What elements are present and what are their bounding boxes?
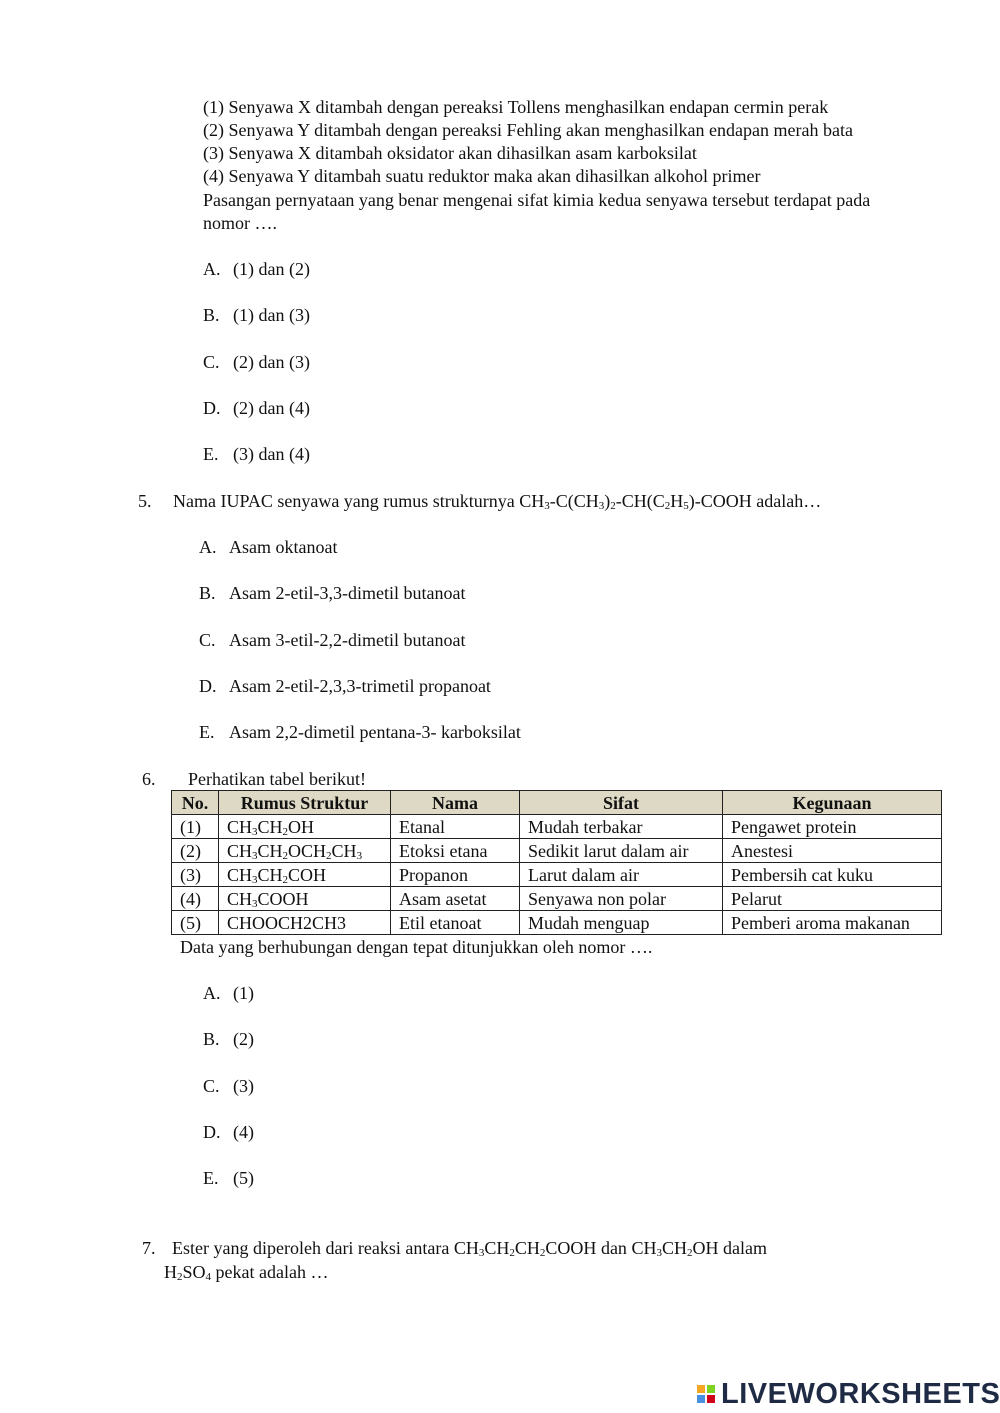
table-cell: Etanal	[391, 815, 520, 839]
q5-option-e[interactable]: E. Asam 2,2-dimetil pentana-3- karboksilat	[199, 722, 521, 742]
q5-option-b[interactable]: B. Asam 2-etil-3,3-dimetil butanoat	[199, 583, 466, 603]
q5-option-c[interactable]: C. Asam 3-etil-2,2-dimetil butanoat	[199, 630, 466, 650]
q6-option-c[interactable]: C. (3)	[203, 1076, 254, 1096]
table-cell: Asam asetat	[391, 887, 520, 911]
q4-statement-4: (4) Senyawa Y ditambah suatu reduktor maka akan dihasilkan alkohol primer	[203, 166, 761, 186]
table-cell: Sedikit larut dalam air	[520, 839, 723, 863]
q4-option-c[interactable]: C. (2) dan (3)	[203, 352, 310, 372]
q5-option-a[interactable]: A. Asam oktanoat	[199, 537, 338, 557]
table-cell: Pembersih cat kuku	[723, 863, 942, 887]
table-cell: (3)	[172, 863, 219, 887]
q4-statement-3: (3) Senyawa X ditambah oksidator akan dihasilkan asam karboksilat	[203, 143, 697, 163]
table-cell: $CH_3CH_2COH$	[219, 863, 391, 887]
table-cell: Pemberi aroma makanan	[723, 911, 942, 935]
q6-option-d[interactable]: D. (4)	[203, 1122, 254, 1142]
q4-statement-1: (1) Senyawa X ditambah dengan pereaksi Tollens menghasilkan endapan cermin perak	[203, 97, 829, 117]
table-cell: (1)	[172, 815, 219, 839]
table-cell: $CH_3COOH$	[219, 887, 391, 911]
table-cell: $CH_3CH_2OH$	[219, 815, 391, 839]
table-cell: (2)	[172, 839, 219, 863]
q7-formula-alcohol: $CH_3CH_2OH$	[631, 1238, 719, 1259]
q7-question-line-2: $H_2SO_4$ pekat adalah …	[164, 1262, 329, 1283]
q6-number: 6.	[142, 769, 156, 789]
table-row	[172, 911, 942, 935]
table-cell: (4)	[172, 887, 219, 911]
q4-prompt-line-2: nomor ….	[203, 213, 277, 233]
liveworksheets-logo	[697, 1378, 1000, 1410]
table-cell: $CH_3CH_2OCH_2CH_3$	[219, 839, 391, 863]
q4-option-a[interactable]: A. (1) dan (2)	[203, 259, 310, 279]
q7-question-line-1: Ester yang diperoleh dari reaksi antara $CH_3CH_2CH_2COOH$ dan $CH_3CH_2OH$ dalam	[172, 1238, 767, 1259]
table-row	[172, 863, 942, 887]
q5-formula: $CH_3-C(CH_3)_2-CH(C_2H_5)$-COOH	[519, 491, 752, 512]
q6-option-a[interactable]: A. (1)	[203, 983, 254, 1003]
table-cell: Larut dalam air	[520, 863, 723, 887]
table-row	[172, 839, 942, 863]
table-cell: CHOOCH2CH3	[219, 911, 391, 935]
table-cell: Mudah menguap	[520, 911, 723, 935]
table-cell: Pengawet protein	[723, 815, 942, 839]
table-cell: Pelarut	[723, 887, 942, 911]
q7-formula-catalyst: $H_2SO_4$	[164, 1262, 212, 1283]
q6-option-b[interactable]: B. (2)	[203, 1029, 254, 1049]
table-row	[172, 887, 942, 911]
table-cell: Etil etanoat	[391, 911, 520, 935]
table-row	[172, 815, 942, 839]
table-header-cell: Kegunaan	[723, 791, 942, 815]
table-header-cell: Rumus Struktur	[219, 791, 391, 815]
table-cell: Etoksi etana	[391, 839, 520, 863]
q7-formula-acid: $CH_3CH_2CH_2COOH$	[453, 1238, 597, 1259]
q4-option-e[interactable]: E. (3) dan (4)	[203, 444, 310, 464]
table-cell: (5)	[172, 911, 219, 935]
q4-option-b[interactable]: B. (1) dan (3)	[203, 305, 310, 325]
q6-intro: Perhatikan tabel berikut!	[188, 769, 366, 789]
table-header-cell: No.	[172, 791, 219, 815]
q6-prompt: Data yang berhubungan dengan tepat ditunjukkan oleh nomor ….	[180, 937, 653, 957]
table-cell: Propanon	[391, 863, 520, 887]
q6-option-e[interactable]: E. (5)	[203, 1168, 254, 1188]
table-header-cell: Sifat	[520, 791, 723, 815]
q5-number: 5.	[138, 491, 152, 511]
table-cell: Mudah terbakar	[520, 815, 723, 839]
q6-table	[171, 790, 942, 935]
q4-statement-2: (2) Senyawa Y ditambah dengan pereaksi Fehling akan menghasilkan endapan merah bata	[203, 120, 853, 140]
logo-text: LIVEWORKSHEETS	[721, 1377, 1000, 1410]
table-cell: Senyawa non polar	[520, 887, 723, 911]
q4-prompt-line-1: Pasangan pernyataan yang benar mengenai sifat kimia kedua senyawa tersebut terdapat pada	[203, 190, 871, 210]
table-header-cell: Nama	[391, 791, 520, 815]
logo-mark-icon	[697, 1385, 715, 1403]
q7-number: 7.	[142, 1238, 156, 1258]
q5-question: Nama IUPAC senyawa yang rumus strukturnya $CH_3-C(CH_3)_2-CH(C_2H_5)$-COOH adalah…	[173, 491, 822, 512]
table-cell: Anestesi	[723, 839, 942, 863]
q4-option-d[interactable]: D. (2) dan (4)	[203, 398, 310, 418]
q5-option-d[interactable]: D. Asam 2-etil-2,3,3-trimetil propanoat	[199, 676, 491, 696]
table-header-row	[172, 791, 942, 815]
